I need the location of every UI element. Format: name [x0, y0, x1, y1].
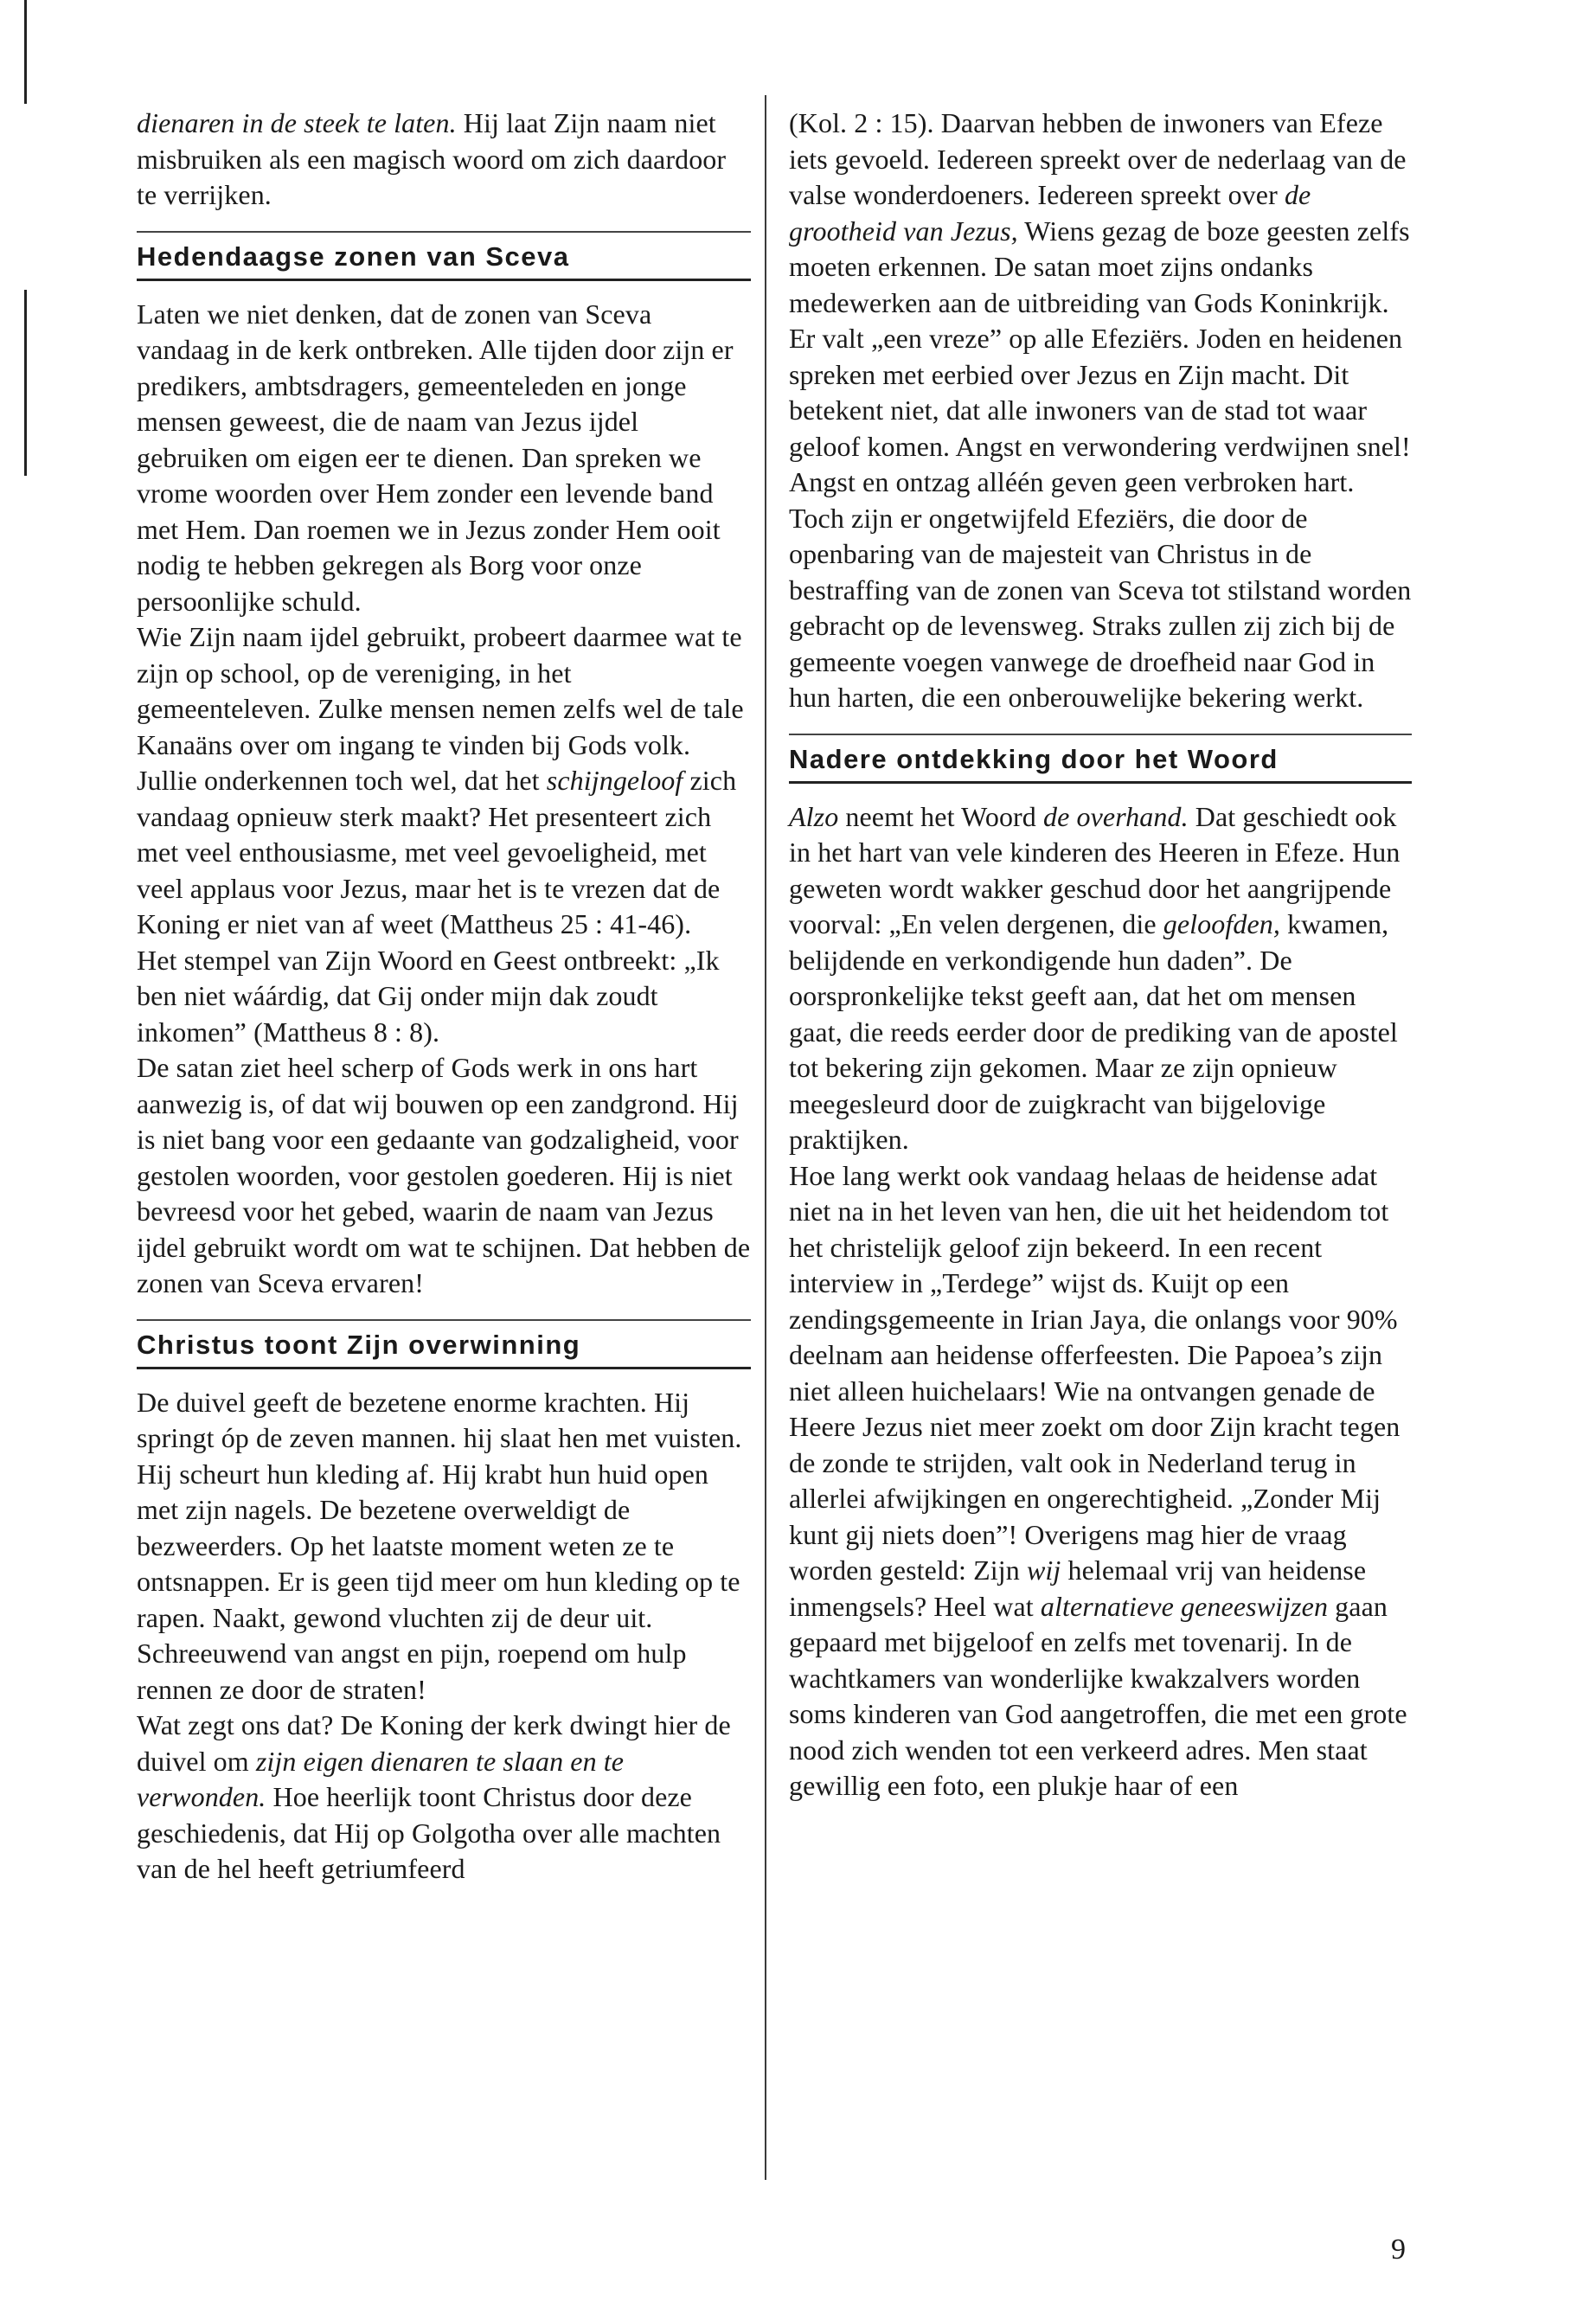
italic-text: de grootheid van Jezus, [789, 179, 1311, 247]
text-run: (Kol. 2 : 15). Daarvan hebben de inwoners van Efeze iets gevoeld. Iedereen spreekt over de nederlaag van de valse wonderdoeners. Iedereen spreekt over [789, 107, 1407, 210]
section-heading-christus-toont-zijn-overwinning: Christus toont Zijn overwinning [137, 1319, 751, 1369]
text-run: Hoe lang werkt ook vandaag helaas de heidense adat niet na in het leven van hen, die uit het heidendom tot het christelijk geloof zijn bekeerd. In een recent interview in „Terdege” wijst ds. Kuijt op een zendingsgemeente in Irian Jaya, die onlangs voor 90% deelnam aan heidense offerfeesten. Die Papoea’s zijn niet alleen huichelaars! Wie na ontvangen genade de Heere Jezus niet meer zoekt om door Zijn kracht tegen de zonde te strijden, valt ook in Nederland terug in allerlei afwijkingen en ongerechtigheid. „Zonder Mij kunt gij niets doen”! Overigens mag hier de vraag worden gesteld: Zijn [789, 1159, 1401, 1586]
text-run: zich vandaag opnieuw sterk maakt? Het presenteert zich met veel enthousiasme, met veel gevoeligheid, met veel applaus voor Jezus, maar het is te vrezen dat de Koning er niet van af weet (Mattheus 25 : 41-46). [137, 765, 737, 939]
column-divider [765, 95, 766, 2180]
text-run: kwamen, belijdende en verkondigende hun daden”. De oorspronkelijke tekst geeft aan, dat het om mensen gaat, die reeds eerder door de prediking van de apostel tot bekering zijn gekomen. Maar ze zijn opnieuw meegesleurd door de zuigkracht van bijgelovige praktijken. [789, 908, 1398, 1155]
text-run: Hoe heerlijk toont Christus door deze geschiedenis, dat Hij op Golgotha over alle machten van de hel heeft getriumfeerd [137, 1781, 721, 1884]
text-run: Het stempel van Zijn Woord en Geest ontbreekt: „Ik ben niet wáárdig, dat Gij onder mijn dak zoudt inkomen” (Mattheus 8 : 8). [137, 944, 720, 1048]
paragraph [137, 1708, 751, 1888]
paragraph [137, 1050, 751, 1302]
text-run: Dat geschiedt ook in het hart van vele kinderen des Heeren in Efeze. Hun geweten wordt wakker geschud door het aangrijpende voorval: „En velen dergenen, die [789, 800, 1401, 939]
paragraph [137, 763, 751, 943]
left-column [137, 106, 751, 1888]
italic-text: de overhand. [1043, 800, 1189, 832]
paragraph [789, 106, 1412, 321]
italic-text: zijn eigen dienaren te slaan en te verwonden. [137, 1745, 625, 1812]
text-run: Er valt „een vreze” op alle Efeziërs. Joden en heidenen spreken met eerbied over Jezus en Zijn macht. Dit betekent niet, dat alle inwoners van de stad tot waar geloof komen. Angst en verwondering verdwijnen snel! Angst en ontzag alléén geven geen verbroken hart. Toch zijn er ongetwijfeld Efeziërs, die door de openbaring van de majesteit van Christus in de bestraffing van de zonen van Sceva tot stilstand worden gebracht op de levensweg. Straks zullen zij zich bij de gemeente voegen vanwege de droefheid naar God in hun harten, die een onberouwelijke bekering werkt. [789, 323, 1412, 713]
scan-edge-mark [24, 0, 27, 104]
paragraph [137, 106, 751, 214]
section-heading-nadere-ontdekking-door-het-woord: Nadere ontdekking door het Woord [789, 734, 1412, 784]
paragraph [137, 297, 751, 620]
text-run: Wiens gezag de boze geesten zelfs moeten erkennen. De satan moet zijns ondanks medewerken aan de uitbreiding van Gods Koninkrijk. [789, 215, 1410, 318]
italic-text: dienaren in de steek te laten. [137, 107, 457, 138]
paragraph [789, 1158, 1412, 1804]
text-run: Jullie onderkennen toch wel, dat het [137, 765, 547, 796]
text-run: helemaal vrij van heidense inmengsels? Heel wat [789, 1554, 1367, 1622]
section-heading-hedendaagse-zonen-van-sceva: Hedendaagse zonen van Sceva [137, 231, 751, 281]
page-number: 9 [1391, 2234, 1406, 2266]
paragraph [789, 321, 1412, 716]
text-run: Wat zegt ons dat? De Koning der kerk dwingt hier de duivel om [137, 1709, 731, 1777]
right-column [789, 106, 1412, 1804]
paragraph [789, 799, 1412, 1158]
text-run: De satan ziet heel scherp of Gods werk in ons hart aanwezig is, of dat wij bouwen op een zandgrond. Hij is niet bang voor een gedaante van godzaligheid, voor gestolen woorden, voor gestolen goederen. Hij is niet bevreesd voor het gebed, waarin de naam van Jezus ijdel gebruikt wordt om wat te schijnen. Dat hebben de zonen van Sceva ervaren! [137, 1052, 751, 1298]
text-run: Laten we niet denken, dat de zonen van Sceva vandaag in de kerk ontbreken. Alle tijden door zijn er predikers, ambtsdragers, gemeenteleden en jonge mensen geweest, die de naam van Jezus ijdel gebruiken om eigen eer te dienen. Dan spreken we vrome woorden over Hem zonder een levende band met Hem. Dan roemen we in Jezus zonder Hem ooit nodig te hebben gekregen als Borg voor onze persoonlijke schuld. [137, 298, 734, 617]
paragraph [137, 1385, 751, 1708]
italic-text: Alzo [789, 800, 839, 832]
italic-text: schijngeloof [546, 765, 683, 796]
text-run: Wie Zijn naam ijdel gebruikt, probeert daarmee wat te zijn op school, op de vereniging, in het gemeenteleven. Zulke mensen nemen zelfs wel de tale Kanaäns over om ingang te vinden bij Gods volk. [137, 621, 744, 760]
text-run: Hij laat Zijn naam niet misbruiken als een magisch woord om zich daardoor te verrijken. [137, 107, 727, 210]
paragraph [137, 943, 751, 1051]
italic-text: alternatieve geneeswijzen [1040, 1590, 1329, 1622]
text-run: neemt het Woord [838, 800, 1043, 832]
italic-text: geloofden, [1163, 908, 1280, 939]
text-run: gaan gepaard met bijgeloof en zelfs met tovenarij. In de wachtkamers van wonderlijke kwakzalvers worden soms kinderen van God aangetroffen, die met een grote nood zich wenden tot een verkeerd adres. Men staat gewillig een foto, een plukje haar of een [789, 1590, 1407, 1801]
scan-edge-mark [24, 290, 27, 476]
text-run: De duivel geeft de bezetene enorme krachten. Hij springt óp de zeven mannen. hij slaat hen met vuisten. Hij scheurt hun kleding af. Hij krabt hun huid open met zijn nagels. De bezetene overweldigt de bezweerders. Op het laatste moment weten ze te ontsnappen. Er is geen tijd meer om hun kleding op te rapen. Naakt, gewond vluchten zij de deur uit. Schreeuwend van angst en pijn, roepend om hulp rennen ze door de straten! [137, 1386, 742, 1705]
italic-text: wij [1026, 1554, 1061, 1586]
paragraph [137, 619, 751, 763]
